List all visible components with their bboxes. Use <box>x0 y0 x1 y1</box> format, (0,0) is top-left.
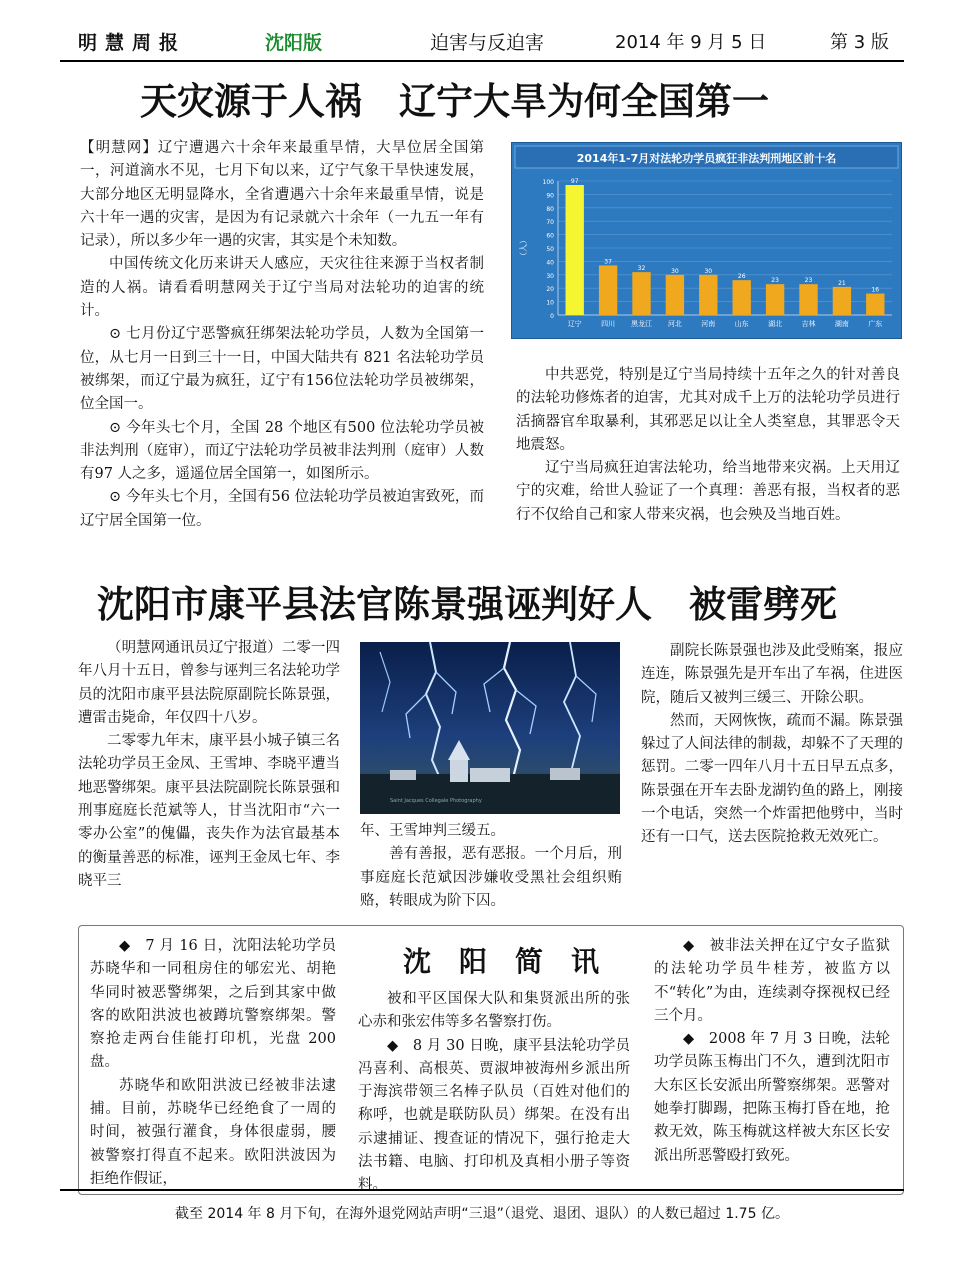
bar <box>799 284 817 315</box>
news-item: 苏晓华和欧阳洪波已经被非法逮捕。目前，苏晓华已经绝食了一周的时间，被强行灌食，身体很虚弱，腰被警察打得直不起来。欧阳洪波因为拒绝作假证， <box>90 1077 336 1187</box>
bar <box>566 185 584 315</box>
paragraph: 【明慧网】辽宁遭遇六十余年来最重旱情，大旱位居全国第一，河道滴水不见，七月下旬以来，辽宁气象干旱快速发展，大部分地区无明显降水，全省遭遇六十余年来最重旱情，说是六十年一遇的灾害，是因为有记录就六十余年（一九五一年有记录），所以多少年一遇的灾害，其实是个未知数。 <box>80 140 484 250</box>
article1-title: 天灾源于人祸 辽宁大旱为何全国第一 <box>140 79 769 123</box>
news-item: ◆ 2008 年 7 月 3 日晚，法轮功学员陈玉梅出门不久，遭到沈阳市大东区长安派出所警察绑架。恶警对她拳打脚踢，把陈玉梅打昏在地，抢救无效，陈玉梅就这样被大东区长安派出所恶警殴打致死。 <box>654 1031 890 1164</box>
data-label: 21 <box>838 279 846 287</box>
paragraph: （明慧网通讯员辽宁报道）二零一四年八月十五日，曾参与诬判三名法轮功学员的沈阳市康平县法院原副院长陈景强，遭雷击毙命，年仅四十八岁。 <box>78 640 340 726</box>
x-tick-label: 辽宁 <box>567 320 582 328</box>
x-tick-label: 吉林 <box>801 320 816 328</box>
y-tick-label: 70 <box>546 219 554 227</box>
y-tick-label: 80 <box>546 205 554 213</box>
bar <box>833 287 851 315</box>
edition-name: 沈阳版 <box>265 32 323 54</box>
x-tick-label: 广东 <box>868 320 883 328</box>
data-label: 30 <box>671 267 679 275</box>
paragraph: 年、王雪坤判三缓五。 <box>360 823 505 839</box>
paragraph: 副院长陈景强也涉及此受贿案，报应连连，陈景强先是开车出了车祸，住进医院，随后又被判三缓三、开除公职。 <box>641 643 903 706</box>
lightning-svg <box>360 642 620 814</box>
y-tick-label: 30 <box>546 272 554 280</box>
x-tick-label: 山东 <box>734 320 749 328</box>
page-number: 第 3 版 <box>830 32 889 53</box>
data-label: 26 <box>737 273 746 281</box>
data-label: 97 <box>570 178 579 186</box>
paragraph: ⊙ 今年头七个月，全国 28 个地区有500 位法轮功学员被非法判刑（庭审），而辽宁法轮功学员被非法判刑（庭审）人数有97 人之多，遥遥位居全国第一，如图所示。 <box>80 419 484 483</box>
news-item: 被和平区国保大队和集贤派出所的张心赤和张宏伟等多名警察打伤。 <box>358 991 630 1031</box>
article2-title: 沈阳市康平县法官陈景强诬判好人 被雷劈死 <box>97 582 837 626</box>
image-caption: Saint Jacques Collegale Photography <box>390 798 482 804</box>
article2-column-2 <box>360 820 622 913</box>
x-tick-label: 河北 <box>667 320 682 328</box>
bar-chart-svg <box>512 143 901 338</box>
y-axis-label: （人） <box>519 236 528 260</box>
lightning-photo <box>360 642 620 814</box>
news-item: ◆ 被非法关押在辽宁女子监狱的法轮功学员牛桂芳，被监方以不“转化”为由，连续剥夺探视权已经三个月。 <box>654 938 890 1024</box>
bar <box>632 272 650 315</box>
news-column-1 <box>90 935 336 1191</box>
bar <box>733 280 751 315</box>
data-label: 30 <box>704 267 713 275</box>
news-column-2 <box>358 988 630 1198</box>
news-item: ◆ 8 月 30 日晚，康平县法轮功学员冯喜利、高根英、贾淑坤被海州乡派出所于海滨带领三名棒子队员（百姓对他们的称呼，也就是联防队员）绑架。在没有出示逮捕证、搜查证的情况下，强行抢走大法书籍、电脑、打印机及真相小册子等资料。 <box>358 1037 630 1194</box>
bar <box>599 265 617 315</box>
bar <box>699 275 717 315</box>
paragraph: 然而，天网恢恢，疏而不漏。陈景强躲过了人间法律的制裁，却躲不了天理的惩罚。二零一四年八月十五日早五点多，陈景强在开车去卧龙湖钓鱼的路上，刚接一个电话，突然一个炸雷把他劈中，当时还有一口气，送去医院抢救无效死亡。 <box>641 712 903 846</box>
y-tick-label: 60 <box>546 232 554 240</box>
paragraph: ⊙ 今年头七个月，全国有56 位法轮功学员被迫害致死，而辽宁居全国第一位。 <box>80 489 484 529</box>
news-item: ◆ 7 月 16 日，沈阳法轮功学员苏晓华和一同租房住的郇宏光、胡艳华同时被恶警绑架，之后到其家中做客的欧阳洪波也被蹲坑警察绑架。警察抢走两台佳能打印机，光盘 200 盘。 <box>90 938 336 1071</box>
paragraph: 中共恶党，特别是辽宁当局持续十五年之久的针对善良的法轮功修炼者的迫害，尤其对成千上万的法轮功学员进行活摘器官牟取暴利，其邪恶足以让全人类窒息，其罪恶令天地震怒。 <box>516 367 900 453</box>
paragraph: 二零零九年末，康平县小城子镇三名法轮功学员王金凤、王雪坤、李晓平遭当地恶警绑架。康平县法院副院长陈景强和刑事庭庭长范斌等人，甘当沈阳市“六一零办公室”的傀儡，丧失作为法官最基本的衡量善恶的标准，诬判王金凤七年、李晓平三 <box>78 733 340 889</box>
footer-text: 截至 2014 年 8 月下旬，在海外退党网站声明“三退”（退党、退团、退队）的人数已超过 1.75 亿。 <box>175 1206 789 1222</box>
bar <box>866 294 884 315</box>
article1-right-column <box>516 364 900 527</box>
x-tick-label: 湖北 <box>768 320 783 328</box>
paragraph: 善有善报，恶有恶报。一个月后，刑事庭庭长范斌因涉嫌收受黑社会组织贿赂，转眼成为阶下囚。 <box>360 846 622 909</box>
y-tick-label: 40 <box>546 259 554 267</box>
x-tick-label: 湖南 <box>834 320 849 328</box>
y-tick-label: 20 <box>546 286 554 294</box>
data-label: 16 <box>871 286 880 294</box>
y-tick-label: 10 <box>546 299 554 307</box>
data-label: 32 <box>637 265 646 273</box>
x-tick-label: 四川 <box>601 320 616 328</box>
y-tick-label: 100 <box>542 179 554 186</box>
y-tick-label: 0 <box>550 313 554 320</box>
paragraph: ⊙ 七月份辽宁恶警疯狂绑架法轮功学员，人数为全国第一位，从七月一日到三十一日，中国大陆共有 821 名法轮功学员被绑架，而辽宁最为疯狂，辽宁有156位法轮功学员被绑架，位全国一。 <box>80 326 484 413</box>
paragraph: 辽宁当局疯狂迫害法轮功，给当地带来灾祸。上天用辽宁的灾难，给世人验证了一个真理：善恶有报，当权者的恶行不仅给自己和家人带来灾祸，也会殃及当地百姓。 <box>516 460 900 523</box>
y-tick-label: 50 <box>546 246 554 253</box>
data-label: 37 <box>604 258 612 266</box>
data-label: 23 <box>804 277 813 285</box>
publication-name: 明慧周报 <box>78 32 187 54</box>
article2-column-1 <box>78 637 340 893</box>
y-tick-label: 90 <box>546 192 554 200</box>
section-name: 迫害与反迫害 <box>430 32 545 54</box>
data-label: 23 <box>771 277 779 285</box>
article2-column-3 <box>641 640 903 850</box>
bar <box>666 275 684 315</box>
paragraph: 中国传统文化历来讲天人感应，天灾往往来源于当权者制造的人祸。请看看明慧网关于辽宁当局对法轮功的迫害的统计。 <box>80 256 484 320</box>
issue-date: 2014 年 9 月 5 日 <box>615 32 767 53</box>
news-brief-title: 沈 阳 简 讯 <box>402 945 599 978</box>
bar <box>766 284 784 315</box>
x-tick-label: 黑龙江 <box>631 320 652 328</box>
bar-chart <box>511 142 902 339</box>
article1-left-column <box>80 137 484 533</box>
news-column-3 <box>654 935 890 1168</box>
masthead <box>60 26 904 62</box>
chart-title: 2014年1-7月对法轮功学员疯狂非法判刑地区前十名 <box>576 152 837 165</box>
footer <box>60 1189 904 1223</box>
x-tick-label: 河南 <box>701 320 716 328</box>
